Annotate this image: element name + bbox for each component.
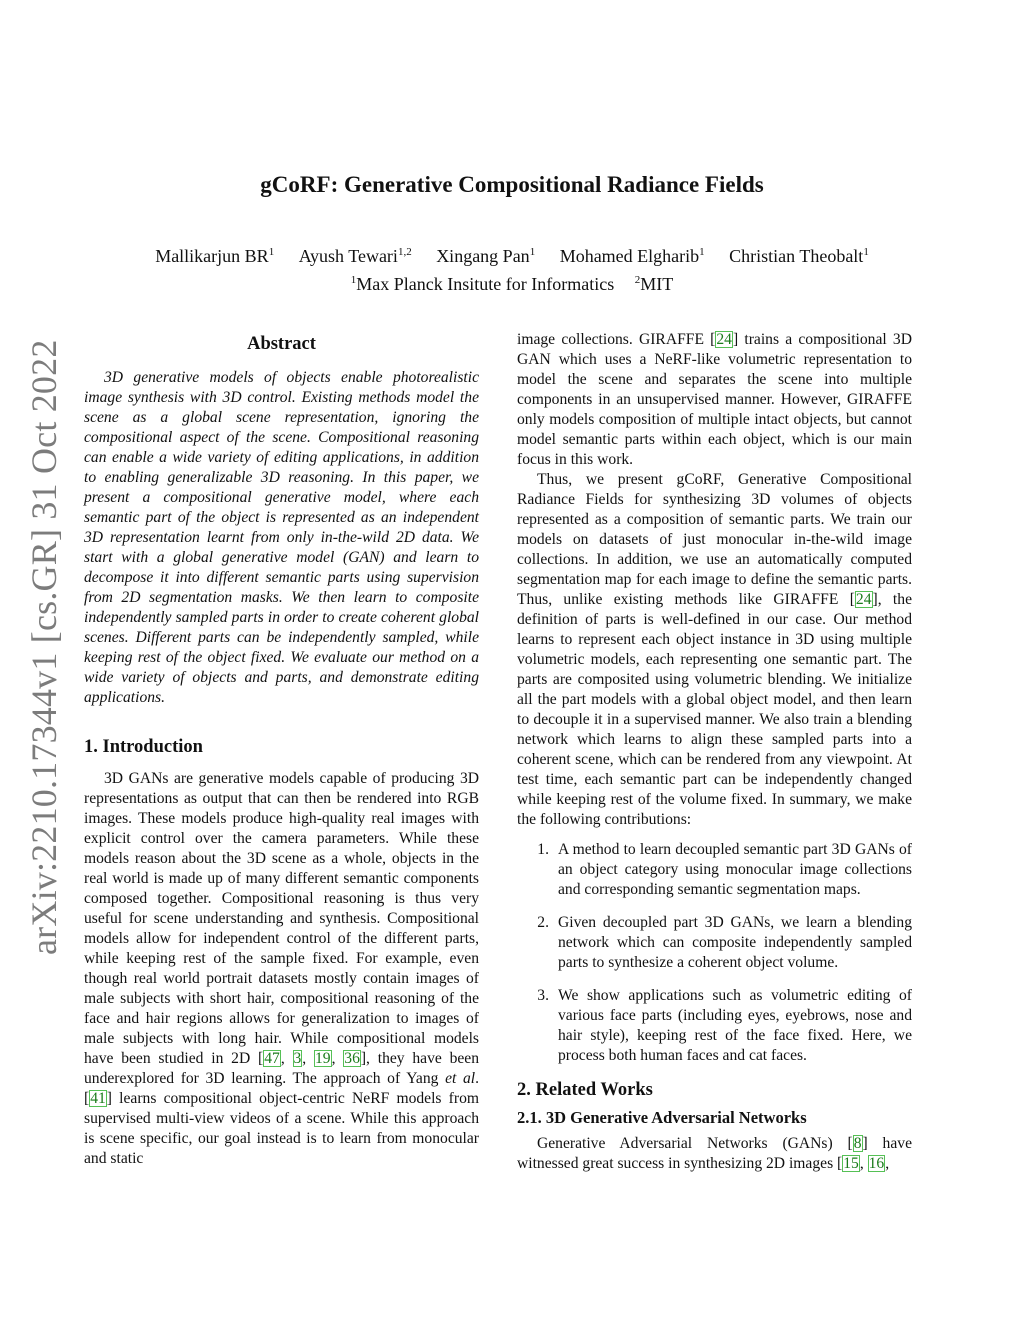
- citation-link[interactable]: 3: [293, 1050, 302, 1067]
- citation-link[interactable]: 41: [90, 1090, 106, 1107]
- author-list: [0, 240, 1024, 268]
- author: Christian Theobalt$^1$: [729, 246, 869, 266]
- citation-link[interactable]: 15: [843, 1155, 859, 1172]
- intro-paragraph: 3D GANs are generative models capable of producing 3D representations as output that can then be rendered into RGB images. These models produce high-quality real images with explicit control over the camera parameters. While these models reason about the 3D scene as a whole, objects in the real world is made up of many different semantic components composed together. Compositional reasoning is thus very useful for scene understanding and synthesis. Compositional models allow for independent control of the different parts, while keeping rest of the sample fixed. For example, even though real world portrait datasets mostly contain images of male subjects with short hair, compositional reasoning of the face and hair regions allows for generalization to images of male subjects with long hair. While compositional models have been studied in 2D [47, 3, 19, 36], they have been underexplored for 3D learning. The approach of Yang et al. [41] learns compositional object-centric NeRF models from supervised multi-view videos of a scene. While this approach is scene specific, our goal instead is to learn from monocular and static: [84, 770, 480, 1167]
- related-works-heading: 2. Related Works: [517, 1080, 653, 1100]
- list-item: 3 . We show applications such as volumetric editing of various face parts (including eyes, eyebrows, nose and hair style), keeping rest of the face fixed. Here, we process both human faces and cat faces.: [517, 986, 912, 1066]
- author: Xingang Pan$^1$: [436, 246, 536, 266]
- abstract-text: 3D generative models of objects enable photorealistic image synthesis with 3D control. Existing methods model the scene as a global scene representation, ignoring the compositional aspect of the scene. Compositional reasoning can enable a wide variety of editing applications, in addition to enabling generalizable 3D reasoning. In this paper, we present a compositional generative model, where each semantic part of the object is represented as an independent 3D representation learnt from only in-the-wild 2D data. We start with a global generative model (GAN) and learn to decompose it into different semantic parts using supervision from 2D segmentation masks. We then learn to composite independently sampled parts in order to create coherent global scenes. Different parts can be independently sampled, while keeping rest of the object fixed. We evaluate our method on a wide variety of objects and parts, and demonstrate editing applications.: [84, 369, 479, 706]
- author: Mohamed Elgharib$^1$: [559, 246, 705, 266]
- introduction-heading: 1. Introduction: [84, 737, 203, 757]
- author-block: [0, 240, 1024, 296]
- related-paragraph: Generative Adversarial Networks (GANs) [8] have witnessed great success in synthesizing 2D images [15, 16,: [517, 1135, 912, 1172]
- citation-link[interactable]: 24: [855, 591, 872, 608]
- citation-link[interactable]: 16: [868, 1155, 885, 1172]
- right-column: [517, 330, 912, 1174]
- contributions-list: [517, 840, 912, 1066]
- affiliation: $^1$Max Planck Insitute for Informatics: [350, 274, 615, 294]
- citation-link[interactable]: 36: [344, 1050, 360, 1067]
- subsection-heading: 2.1. 3D Generative Adversarial Networks: [517, 1108, 807, 1127]
- left-column: [84, 330, 479, 1169]
- citation-link[interactable]: 24: [716, 331, 732, 348]
- arxiv-identifier: arXiv:2210.17344v1 [cs.GR] 31 Oct 2022: [24, 339, 64, 956]
- citation-link[interactable]: 47: [264, 1050, 280, 1067]
- abstract-heading: Abstract: [247, 334, 316, 354]
- citation-link[interactable]: 19: [314, 1050, 331, 1067]
- list-item: 1 . A method to learn decoupled semantic part 3D GANs of an object category using monocular image collections and corresponding semantic segmentation maps.: [517, 840, 912, 900]
- paper-title: gCoRF: Generative Compositional Radiance Fields: [260, 172, 764, 197]
- intro-paragraph-continued: image collections. GIRAFFE [24] trains a compositional 3D GAN which uses a NeRF-like volumetric representation to model the scene and separates the scene into multiple components in an unsupervised manner. However, GIRAFFE only models composition of multiple intact objects, but cannot model semantic parts within each object, which is our main focus in this work.: [517, 331, 912, 468]
- author: Ayush Tewari$^{1,2}$: [298, 246, 412, 266]
- affiliation: $^2$MIT: [634, 274, 674, 294]
- author: Mallikarjun $BR^1$: [155, 246, 275, 266]
- intro-paragraph: Thus, we present gCoRF, Generative Compositional Radiance Fields for synthesizing 3D volumes of objects represented as a composition of semantic parts. We train our models on datasets of just monocular in-the-wild image collections. In addition, we use an automatically computed segmentation map for each image to define the semantic parts. Thus, unlike existing methods like GIRAFFE [24], the definition of parts is well-defined in our case. Our method learns to represent each object instance in 3D using multiple volumetric models, each representing one semantic part. The parts are composited using volumetric blending. We initialize all the part models with a global object model, and then learn to decouple it in a supervised manner. We also train a blending network which learns to align these sampled parts into a coherent scene, which can be rendered from any viewpoint. At test time, each semantic part can be independently changed while keeping rest of the volume fixed. In summary, we make the following contributions:: [517, 471, 912, 828]
- citation-link[interactable]: 8: [853, 1135, 862, 1152]
- list-item: 2 . Given decoupled part 3D GANs, we learn a blending network which can composite independently sampled parts to synthesize a coherent object volume.: [517, 913, 912, 973]
- affiliation-list: [0, 268, 1024, 296]
